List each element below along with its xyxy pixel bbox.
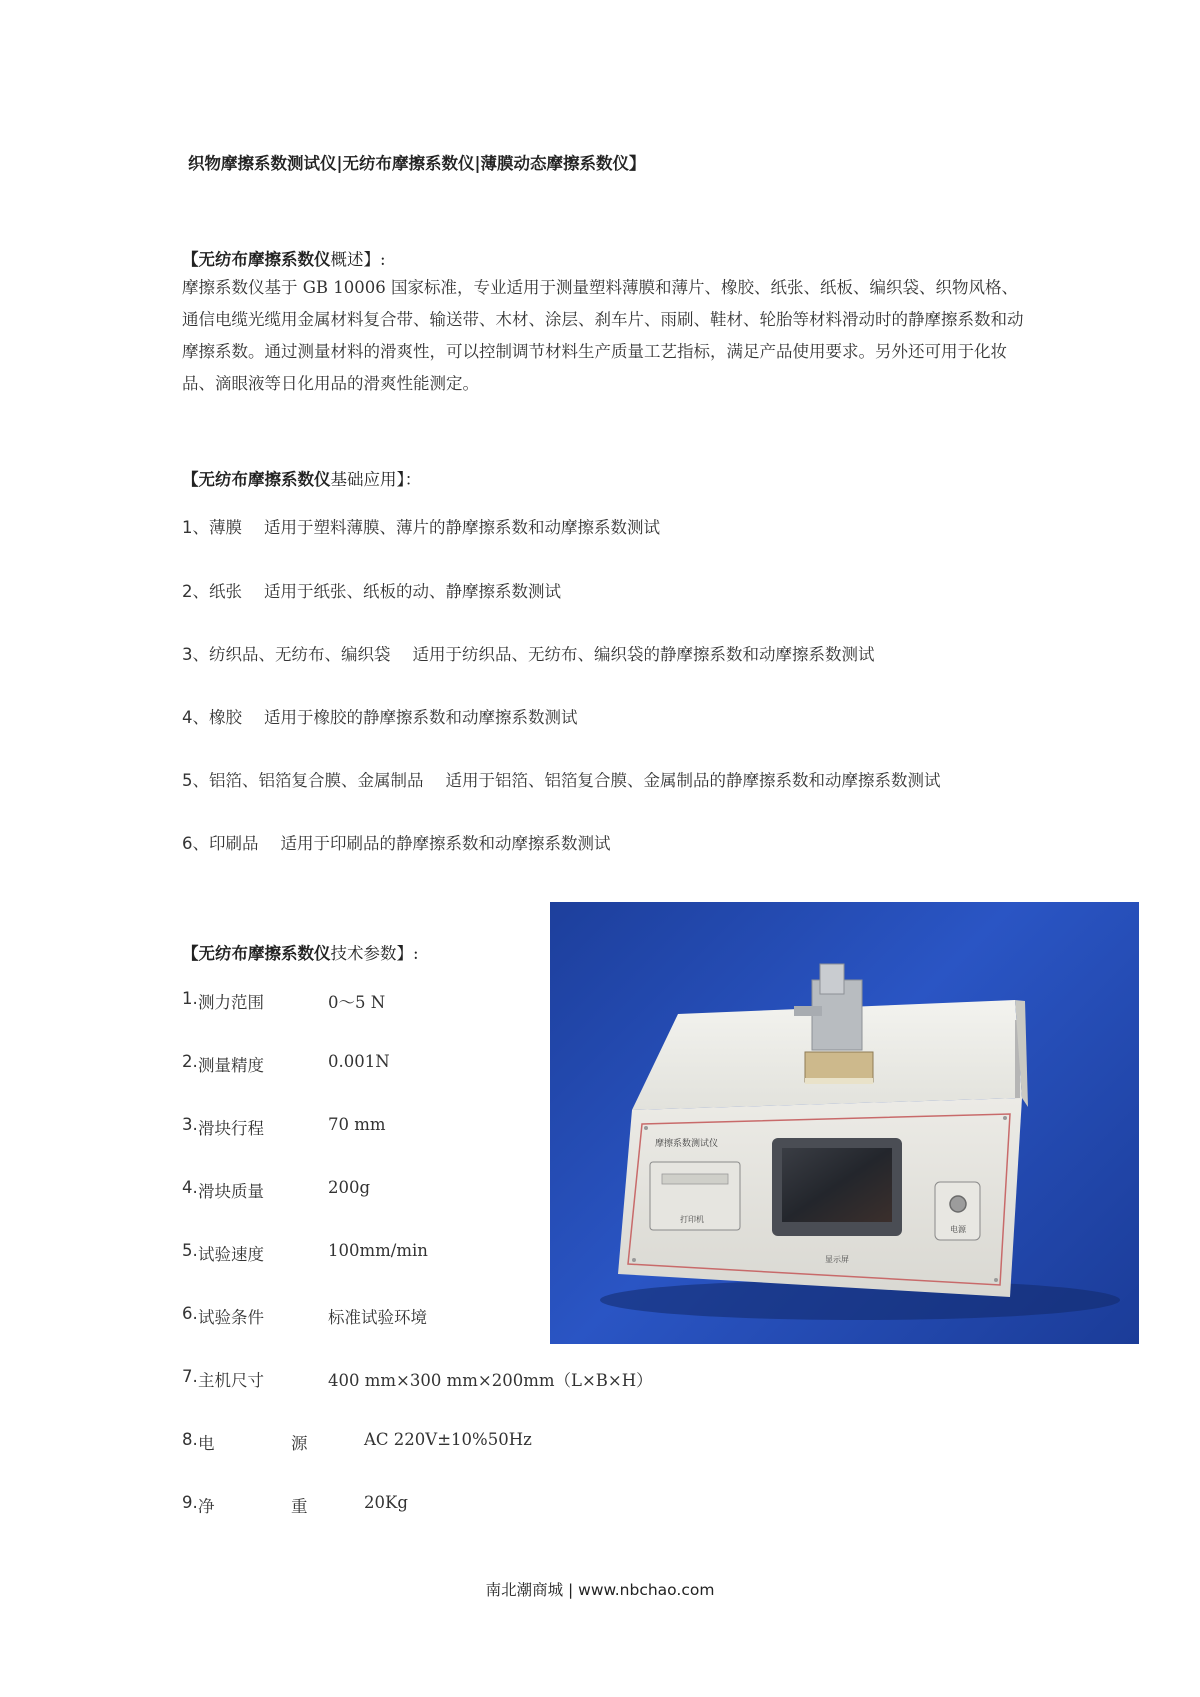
application-num: 5、	[182, 771, 209, 790]
spec-label-b: 源	[291, 1434, 308, 1453]
spec-label: 滑块质量	[198, 1182, 264, 1201]
spec-label: 测力范围	[198, 993, 264, 1012]
panel-title-text: 摩擦系数测试仪	[655, 1139, 719, 1149]
specs-heading-bold: 【无纺布摩擦系数仪	[182, 944, 331, 963]
spec-num: 1.	[182, 989, 198, 1008]
connector	[794, 1006, 822, 1016]
application-name: 纺织品、无纺布、编织袋	[209, 645, 391, 664]
spec-label-a: 净	[198, 1497, 215, 1516]
spec-value: 0.001N	[328, 1052, 390, 1071]
spec-value: 70 mm	[328, 1115, 386, 1134]
printer-slot	[662, 1174, 728, 1184]
spec-num: 2.	[182, 1052, 198, 1071]
spec-label: 测量精度	[198, 1056, 264, 1075]
application-desc: 适用于纺织品、无纺布、编织袋的静摩擦系数和动摩擦系数测试	[412, 645, 875, 664]
application-item	[182, 578, 561, 602]
application-num: 6、	[182, 834, 209, 853]
spec-num: 6.	[182, 1304, 198, 1323]
sled-base	[805, 1078, 873, 1084]
spec-value: 标准试验环境	[328, 1308, 427, 1327]
application-name: 印刷品	[209, 834, 259, 853]
spec-value: 200g	[328, 1178, 371, 1197]
spec-value: 400 mm×300 mm×200mm（L×B×H）	[328, 1371, 653, 1390]
application-item	[182, 514, 660, 538]
spec-label-a: 电	[198, 1434, 215, 1453]
application-item	[182, 767, 941, 791]
application-num: 3、	[182, 645, 209, 664]
application-desc: 适用于塑料薄膜、薄片的静摩擦系数和动摩擦系数测试	[264, 518, 660, 537]
application-desc: 适用于印刷品的静摩擦系数和动摩擦系数测试	[280, 834, 611, 853]
application-item	[182, 641, 875, 665]
page-title: 织物摩擦系数测试仪|无纺布摩擦系数仪|薄膜动态摩擦系数仪】	[188, 154, 646, 173]
application-num: 1、	[182, 518, 209, 537]
spec-label-b: 重	[291, 1497, 308, 1516]
screw-icon	[644, 1126, 648, 1130]
product-photo	[550, 902, 1139, 1344]
sled-block	[805, 1052, 873, 1082]
load-cell	[820, 964, 844, 994]
spec-label: 主机尺寸	[198, 1371, 264, 1390]
application-name: 铝箔、铝箔复合膜、金属制品	[209, 771, 424, 790]
application-item	[182, 830, 611, 854]
screw-icon	[994, 1278, 998, 1282]
overview-paragraph: 摩擦系数仪基于 GB 10006 国家标准，专业适用于测量塑料薄膜和薄片、橡胶、纸张、纸板、编织袋、织物风格、通信电缆光缆用金属材料复合带、输送带、木材、涂层、刹车片、雨刷、鞋材、轮胎等材料滑动时的静摩擦系数和动摩擦系数。通过测量材料的滑爽性，可以控制调节材料生产质量工艺指标，满足产品使用要求。另外还可用于化妆品、滴眼液等日化用品的滑爽性能测定。	[182, 278, 1024, 393]
display-screen	[782, 1148, 892, 1222]
friction-tester-illustration	[550, 902, 1139, 1344]
screw-icon	[1003, 1116, 1007, 1120]
power-label: 电源	[950, 1225, 966, 1234]
printer-label: 打印机	[680, 1215, 704, 1224]
specs-heading	[182, 940, 419, 964]
application-name: 薄膜	[209, 518, 242, 537]
application-item	[182, 704, 578, 728]
spec-num: 4.	[182, 1178, 198, 1197]
application-name: 纸张	[209, 582, 242, 601]
spec-num: 5.	[182, 1241, 198, 1260]
overview-heading-bold: 【无纺布摩擦系数仪	[182, 250, 331, 269]
application-num: 2、	[182, 582, 209, 601]
specs-heading-rest: 技术参数】:	[330, 944, 419, 963]
spec-num: 8.	[182, 1430, 198, 1449]
spec-label: 试验条件	[198, 1308, 264, 1327]
spec-value: AC 220V±10%50Hz	[364, 1430, 532, 1449]
screw-icon	[632, 1258, 636, 1262]
spec-num: 3.	[182, 1115, 198, 1134]
application-desc: 适用于铝箔、铝箔复合膜、金属制品的静摩擦系数和动摩擦系数测试	[445, 771, 941, 790]
applications-heading-rest: 基础应用】：	[330, 470, 422, 489]
spec-label: 试验速度	[198, 1245, 264, 1264]
application-name: 橡胶	[209, 708, 242, 727]
applications-heading	[182, 466, 421, 490]
applications-heading-bold: 【无纺布摩擦系数仪	[182, 470, 331, 489]
spec-value: 0～5 N	[328, 993, 386, 1012]
footer: 南北潮商城 | www.nbchao.com	[485, 1581, 715, 1599]
display-label: 显示屏	[825, 1255, 849, 1264]
overview-heading	[182, 246, 386, 270]
spec-num: 7.	[182, 1367, 198, 1386]
overview-heading-rest: 概述】:	[330, 250, 386, 269]
spec-value: 20Kg	[364, 1493, 408, 1512]
application-desc: 适用于纸张、纸板的动、静摩擦系数测试	[264, 582, 561, 601]
power-switch-icon	[950, 1196, 966, 1212]
spec-label: 滑块行程	[198, 1119, 264, 1138]
spec-value: 100mm/min	[328, 1241, 428, 1260]
application-desc: 适用于橡胶的静摩擦系数和动摩擦系数测试	[264, 708, 578, 727]
application-num: 4、	[182, 708, 209, 727]
spec-num: 9.	[182, 1493, 198, 1512]
